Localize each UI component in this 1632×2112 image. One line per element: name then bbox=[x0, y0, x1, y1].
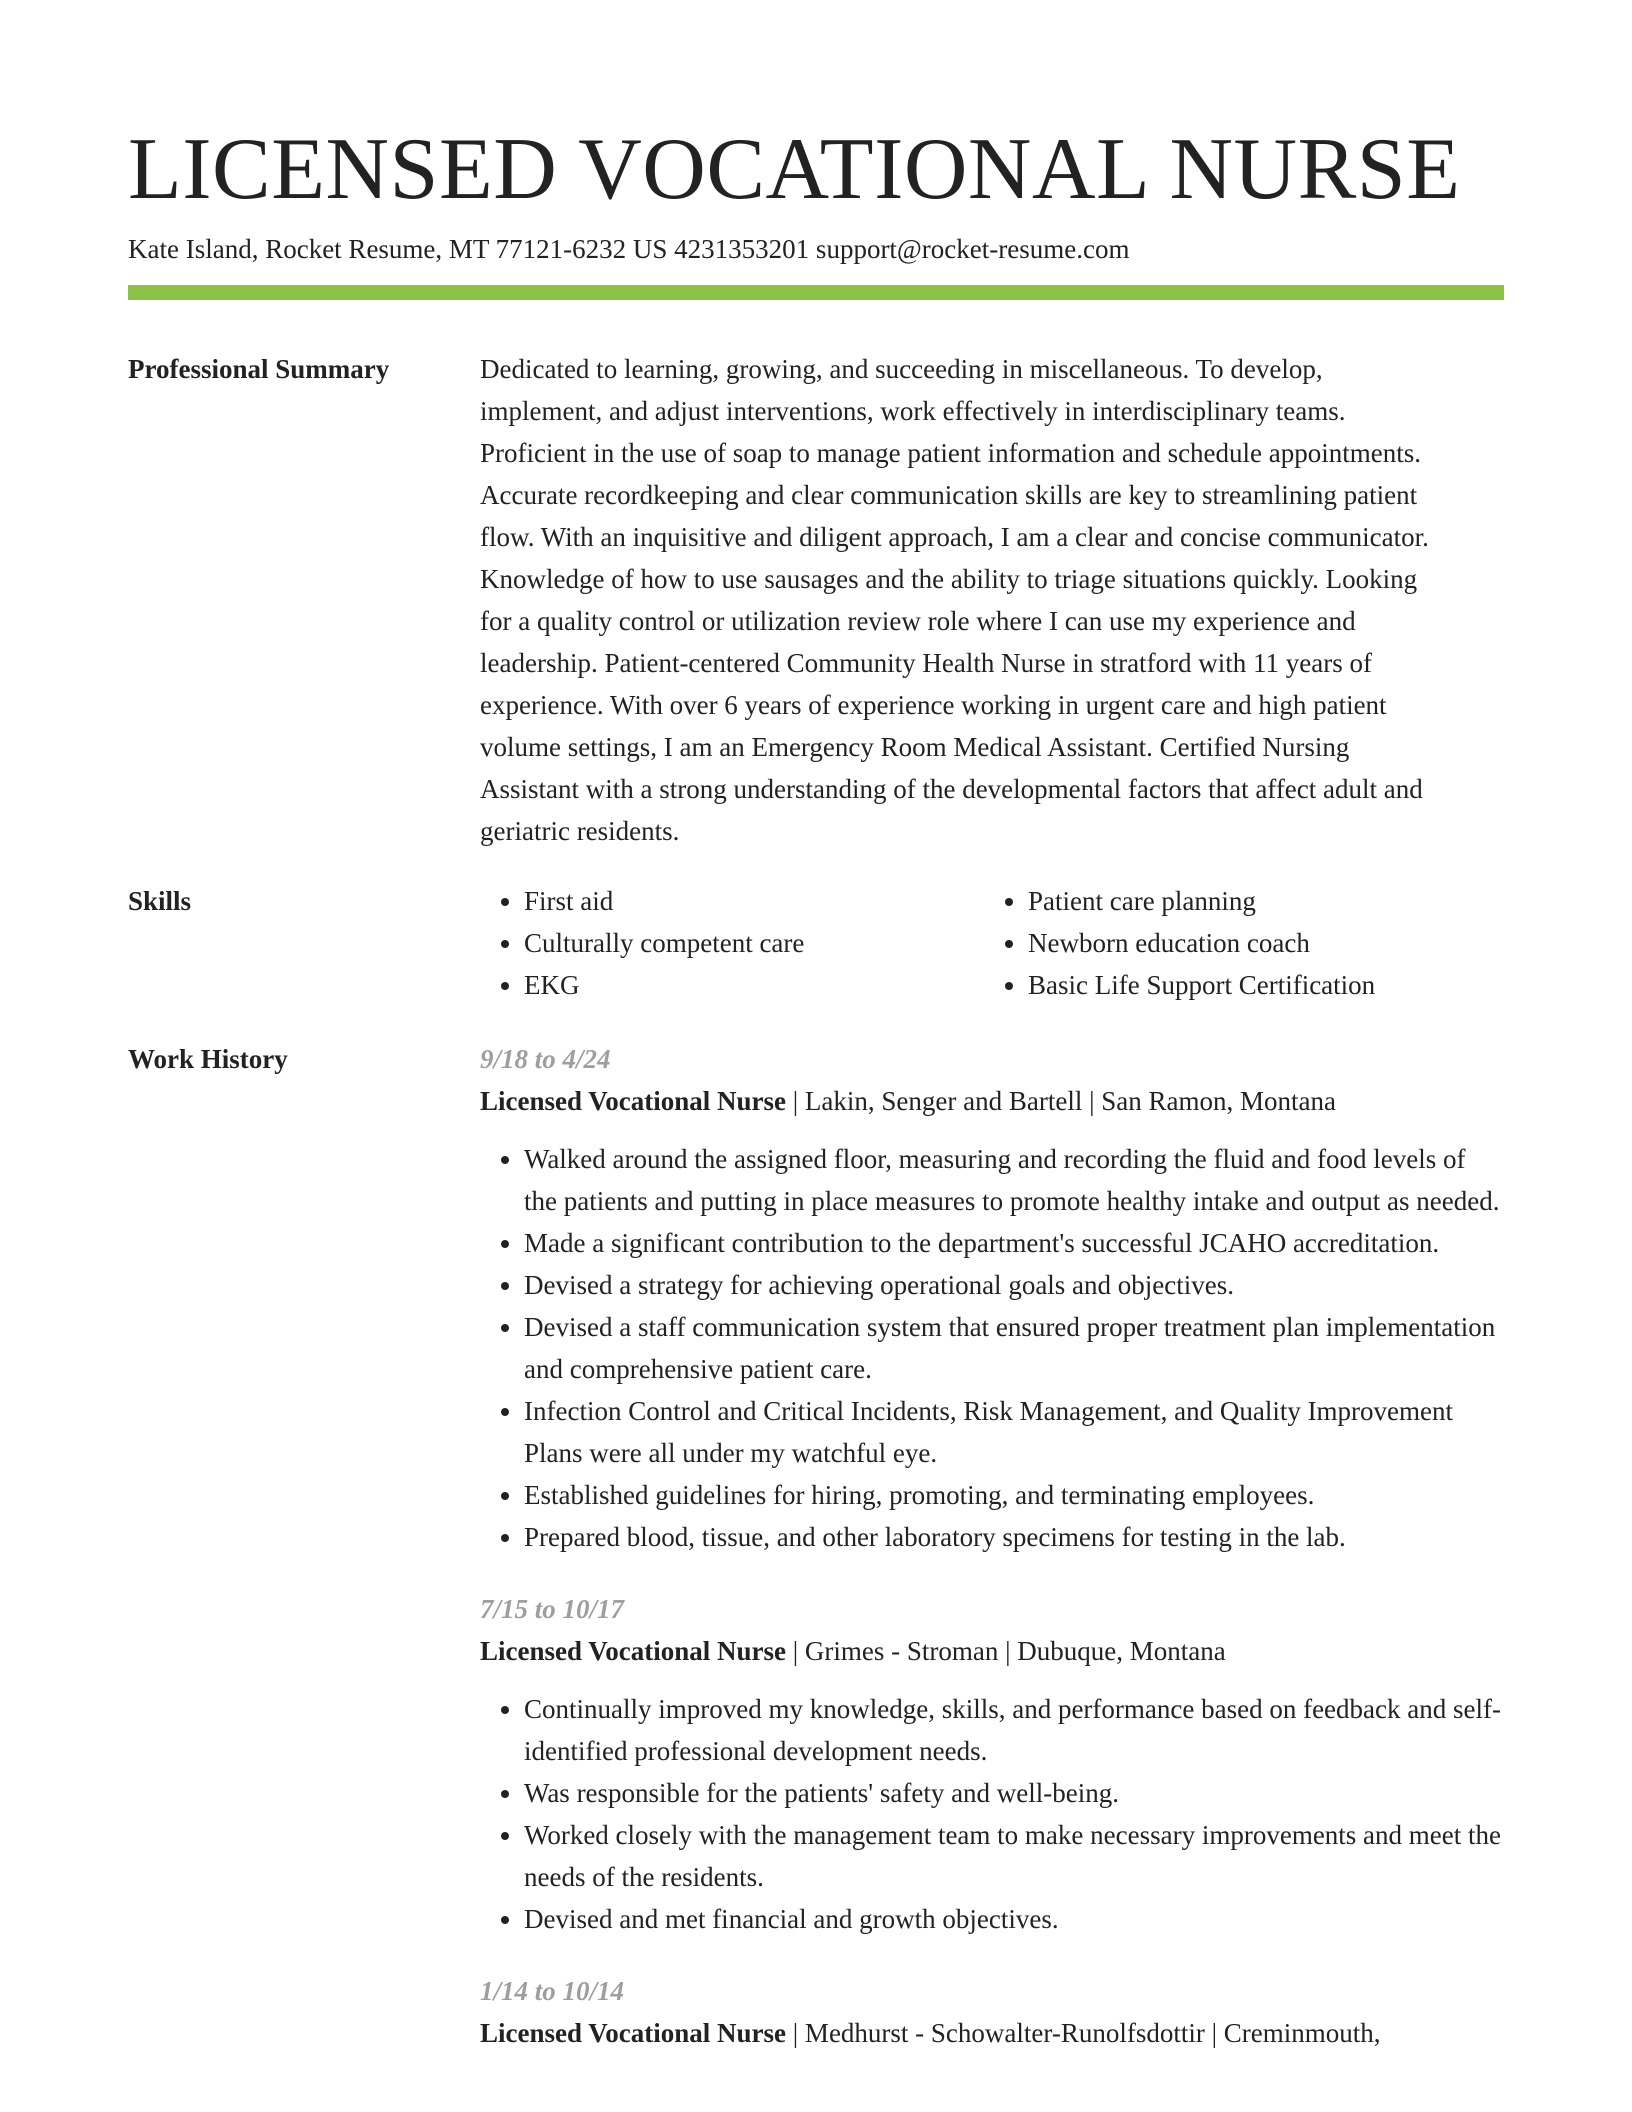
contact-line: Kate Island, Rocket Resume, MT 77121-6232 US 4231353201 support@rocket-resume.com bbox=[128, 234, 1130, 264]
summary-line: geriatric residents. bbox=[480, 816, 680, 846]
job-dates: 9/18 to 4/24 bbox=[480, 1044, 611, 1074]
skill-item: • Culturally competent care bbox=[524, 922, 984, 964]
skill-item: • Patient care planning bbox=[1028, 880, 1488, 922]
summary-line: leadership. Patient-centered Community Health Nurse in stratford with 11 years of bbox=[480, 648, 1373, 678]
job-title: Licensed Vocational Nurse bbox=[480, 2018, 787, 2048]
job-bullet: • Devised a staff communication system that ensured proper treatment plan implementation and comprehensive patient care. bbox=[524, 1306, 1504, 1390]
job-header bbox=[480, 1630, 1504, 1672]
skill-item: • Basic Life Support Certification bbox=[1028, 964, 1488, 1006]
job-dates: 1/14 to 10/14 bbox=[480, 1976, 625, 2006]
summary-line: flow. With an inquisitive and diligent approach, I am a clear and concise communicator. bbox=[480, 522, 1429, 552]
summary-line: implement, and adjust interventions, work effectively in interdisciplinary teams. bbox=[480, 396, 1346, 426]
skills-column-1 bbox=[480, 880, 984, 1006]
summary-body bbox=[480, 348, 1504, 852]
resume-title: LICENSED VOCATIONAL NURSE bbox=[128, 121, 1461, 218]
job-employer-location: | Medhurst - Schowalter-Runolfsdottir | Creminmouth, bbox=[786, 2018, 1381, 2048]
skill-item: • Newborn education coach bbox=[1028, 922, 1488, 964]
job-bullets bbox=[480, 1688, 1504, 1940]
summary-line: volume settings, I am an Emergency Room Medical Assistant. Certified Nursing bbox=[480, 732, 1350, 762]
summary-text bbox=[480, 348, 1504, 852]
job-title: Licensed Vocational Nurse bbox=[480, 1086, 787, 1116]
job-bullet: • Continually improved my knowledge, skills, and performance based on feedback and self-identified professional development needs. bbox=[524, 1688, 1504, 1772]
skill-item: • First aid bbox=[524, 880, 984, 922]
job-entry bbox=[480, 1588, 1504, 1940]
summary-heading: Professional Summary bbox=[128, 354, 390, 384]
job-bullet: • Devised and met financial and growth objectives. bbox=[524, 1898, 1504, 1940]
job-bullet: • Was responsible for the patients' safety and well-being. bbox=[524, 1772, 1504, 1814]
job-bullet: • Made a significant contribution to the department's successful JCAHO accreditation. bbox=[524, 1222, 1504, 1264]
job-entry bbox=[480, 1970, 1504, 2054]
job-title: Licensed Vocational Nurse bbox=[480, 1636, 787, 1666]
job-bullets bbox=[480, 1138, 1504, 1558]
summary-line: Knowledge of how to use sausages and the ability to triage situations quickly. Looking bbox=[480, 564, 1418, 594]
job-entry bbox=[480, 1038, 1504, 1558]
summary-line: for a quality control or utilization review role where I can use my experience and bbox=[480, 606, 1356, 636]
job-bullet: • Walked around the assigned floor, measuring and recording the fluid and food levels of the patients and putting in place measures to promote healthy intake and output as needed. bbox=[524, 1138, 1504, 1222]
job-bullet: • Prepared blood, tissue, and other laboratory specimens for testing in the lab. bbox=[524, 1516, 1504, 1558]
skills-heading: Skills bbox=[128, 886, 192, 916]
skills-column-2 bbox=[984, 880, 1488, 1006]
skill-item: • EKG bbox=[524, 964, 984, 1006]
job-employer-location: | Lakin, Senger and Bartell | San Ramon, Montana bbox=[786, 1086, 1336, 1116]
job-bullet: • Devised a strategy for achieving operational goals and objectives. bbox=[524, 1264, 1504, 1306]
job-bullet: • Established guidelines for hiring, promoting, and terminating employees. bbox=[524, 1474, 1504, 1516]
summary-line: Accurate recordkeeping and clear communication skills are key to streamlining patient bbox=[480, 480, 1418, 510]
job-bullet: • Infection Control and Critical Incidents, Risk Management, and Quality Improvement Plans were all under my watchful eye. bbox=[524, 1390, 1504, 1474]
summary-line: experience. With over 6 years of experience working in urgent care and high patient bbox=[480, 690, 1387, 720]
job-header bbox=[480, 1080, 1504, 1122]
job-bullet: • Worked closely with the management team to make necessary improvements and meet the needs of the residents. bbox=[524, 1814, 1504, 1898]
work-history-body bbox=[480, 1038, 1504, 2084]
summary-line: Assistant with a strong understanding of the developmental factors that affect adult and bbox=[480, 774, 1423, 804]
job-employer-location: | Grimes - Stroman | Dubuque, Montana bbox=[786, 1636, 1226, 1666]
work-history-heading: Work History bbox=[128, 1044, 288, 1074]
job-header bbox=[480, 2012, 1504, 2054]
header-divider bbox=[128, 285, 1504, 300]
job-dates: 7/15 to 10/17 bbox=[480, 1594, 625, 1624]
skills-body bbox=[480, 880, 1504, 1006]
summary-line: Dedicated to learning, growing, and succeeding in miscellaneous. To develop, bbox=[480, 354, 1323, 384]
summary-line: Proficient in the use of soap to manage patient information and schedule appointments. bbox=[480, 438, 1422, 468]
